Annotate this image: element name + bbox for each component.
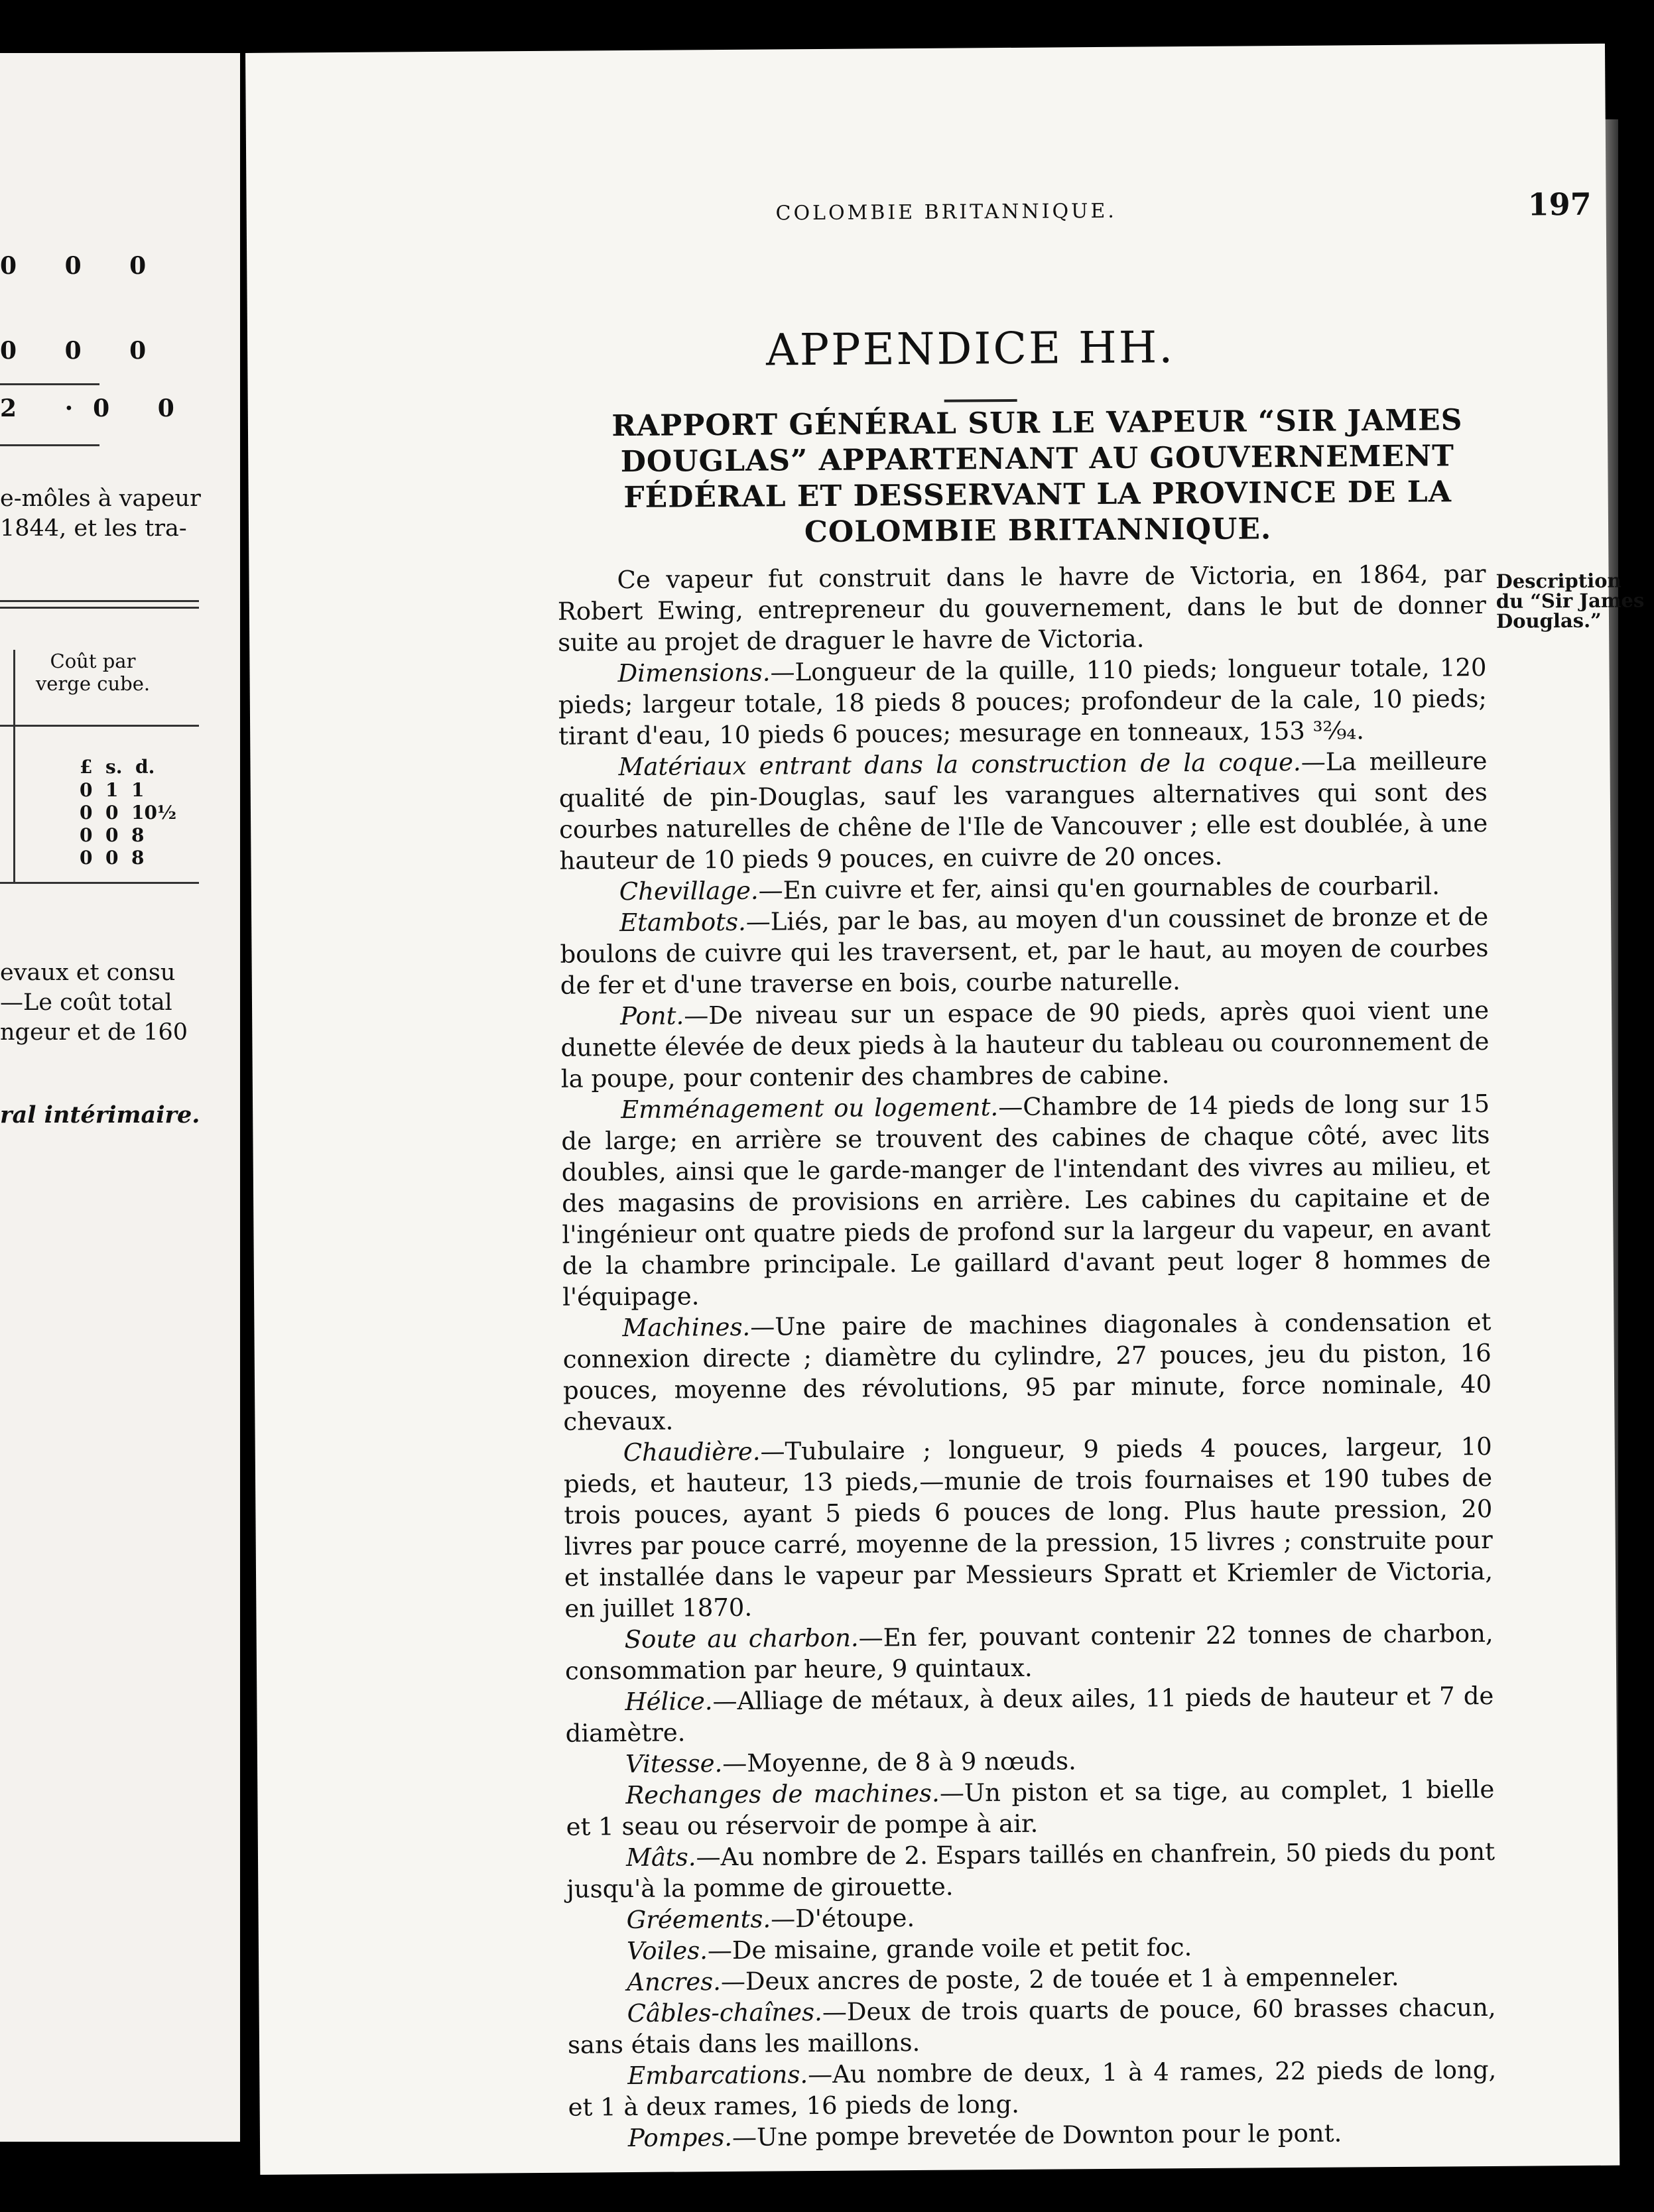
paragraph-text: —Alliage de métaux, à deux ailes, 11 pieds de hauteur et 7 de diamètre. bbox=[565, 1681, 1494, 1748]
cost-values bbox=[80, 779, 176, 869]
cost-value: 0 0 8 bbox=[80, 824, 145, 846]
left-text-line: evaux et consu bbox=[0, 959, 176, 986]
paragraph-lead: Chaudière. bbox=[623, 1437, 761, 1467]
main-page bbox=[245, 44, 1645, 2175]
paragraph-lead: Pompes. bbox=[627, 2122, 733, 2153]
paragraph-lead: Pont. bbox=[620, 1001, 684, 1031]
paragraph-text: —En cuivre et fer, ainsi qu'en gournables de courbaril. bbox=[758, 871, 1440, 905]
paragraph-text: —La meilleure qualité de pin-Douglas, sauf les varangues alternatives qui sont des courbes naturelles de chêne de l'Ile de Vancouver ; elle est doublée, à une hauteur de 10 pieds 9 pouces, en cuivre de 20 onces. bbox=[558, 746, 1488, 875]
paragraph-text: —Une paire de machines diagonales à condensation et connexion directe ; diamètre du cylindre, 27 pouces, jeu du piston, 16 pouces, moyenne des révolutions, 95 par minute, force nominale, 40 chevaux. bbox=[562, 1307, 1492, 1436]
left-text-line: 1844, et les tra- bbox=[0, 515, 187, 542]
paragraph bbox=[566, 1774, 1495, 1843]
left-footer-text: ral intérimaire. bbox=[0, 1101, 200, 1129]
left-table-rule bbox=[0, 725, 199, 727]
left-text-line: ngeur et de 160 bbox=[0, 1019, 188, 1046]
paragraph-lead: Rechanges de machines. bbox=[625, 1778, 940, 1810]
paragraph-lead: Mâts. bbox=[625, 1843, 696, 1873]
page-number: 197 bbox=[1527, 186, 1592, 223]
paragraph bbox=[568, 2117, 1497, 2154]
left-table-row: 0 0 0 bbox=[0, 252, 166, 280]
paragraph bbox=[565, 1618, 1494, 1687]
paragraph bbox=[558, 652, 1487, 752]
paragraph-lead: Embarcations. bbox=[627, 2060, 808, 2091]
paragraph-lead: Dimensions. bbox=[617, 658, 771, 688]
paragraph bbox=[558, 745, 1488, 877]
paragraph-lead: Vitesse. bbox=[625, 1749, 723, 1779]
cost-value: 0 1 1 bbox=[80, 779, 145, 801]
paragraph bbox=[560, 995, 1490, 1095]
left-table-rule bbox=[0, 444, 99, 446]
margin-note: Description du “Sir James Douglas.” bbox=[1495, 569, 1645, 633]
paragraph-text: —Liés, par le bas, au moyen d'un coussinet de bronze et de boulons de cuivre qui les traversent, et, par le haut, au moyen de courbes de fer et d'une traverse en bois, courbe naturelle. bbox=[560, 902, 1489, 1000]
paragraph-text: —Longueur de la quille, 110 pieds; longueur totale, 120 pieds; largeur totale, 18 pieds 8 pouces; profondeur de la cale, 10 pieds; tirant d'eau, 10 pieds 6 pouces; mesurage en tonneaux, 153 ³²⁄₉₄. bbox=[558, 652, 1487, 751]
paragraph-text: —Une pompe brevetée de Downton pour le pont. bbox=[732, 2119, 1342, 2152]
paragraph bbox=[567, 1992, 1496, 2061]
report-body bbox=[557, 558, 1497, 2154]
left-facing-page bbox=[0, 53, 240, 2142]
left-table-row: 2 ·0 0 bbox=[0, 395, 194, 422]
paragraph-text: —De misaine, grande voile et petit foc. bbox=[707, 1933, 1192, 1965]
paragraph-text: —Chambre de 14 pieds de long sur 15 de large; en arrière se trouvent des cabines de chaque côté, avec lits doubles, ainsi que le garde-manger de l'intendant des vivres au milieu, et des magasins de provisions en arrière. Les cabines du capitaine et de l'ingénieur ont quatre pieds de profond sur la largeur du vapeur, en avant de la chambre principale. Le gaillard d'avant peut loger 8 hommes de l'équipage. bbox=[561, 1089, 1491, 1312]
paragraph-text: —De niveau sur un espace de 90 pieds, après quoi vient une dunette élevée de deux pieds à la hauteur du tableau ou couronnement de la poupe, pour contenir des chambres de cabine. bbox=[560, 995, 1490, 1093]
cost-value: 0 0 8 bbox=[80, 847, 145, 869]
paragraph bbox=[565, 1680, 1494, 1749]
paragraph bbox=[557, 558, 1486, 658]
paragraph-text: —Au nombre de deux, 1 à 4 rames, 22 pieds de long, et 1 à deux rames, 16 pieds de long. bbox=[568, 2055, 1497, 2122]
paragraph-lead: Soute au charbon. bbox=[624, 1623, 859, 1654]
paragraph-lead: Gréements. bbox=[626, 1904, 771, 1935]
left-table-rule bbox=[0, 607, 199, 609]
paragraph-text: —En fer, pouvant contenir 22 tonnes de charbon, consommation par heure, 9 quintaux. bbox=[564, 1619, 1494, 1686]
paragraph-text: Ce vapeur fut construit dans le havre de Victoria, en 1864, par Robert Ewing, entrepreneur du gouvernement, dans le but de donner suite au projet de draguer le havre de Victoria. bbox=[557, 559, 1487, 657]
paragraph-text: —Tubulaire ; longueur, 9 pieds 4 pouces, largeur, 10 pieds, et hauteur, 13 pieds,—munie de trois fournaises et 190 tubes de trois pouces, ayant 5 pieds 6 pouces de long. Plus haute pression, 20 livres par pouce carré, moyenne de la pression, 15 livres ; construite pour et installée dans le vapeur par Messieurs Spratt et Kriemler de Victoria, en juillet 1870. bbox=[563, 1432, 1494, 1623]
left-text-line: —Le coût total bbox=[0, 989, 172, 1016]
paragraph-lead: Chevillage. bbox=[619, 876, 759, 906]
paragraph-lead: Matériaux entrant dans la construction de la coque. bbox=[618, 747, 1301, 782]
appendix-title: APPENDICE HH. bbox=[765, 322, 1175, 376]
paragraph-lead: Emménagement ou logement. bbox=[620, 1093, 999, 1125]
left-table-row: 0 0 0 bbox=[0, 337, 166, 365]
paragraph-lead: Machines. bbox=[622, 1312, 751, 1343]
running-head: COLOMBIE BRITANNIQUE. bbox=[775, 199, 1117, 225]
paragraph-lead: Voiles. bbox=[626, 1936, 708, 1966]
title-rule bbox=[944, 399, 1017, 402]
currency-header: £ s. d. bbox=[80, 756, 155, 778]
cost-value: 0 0 10½ bbox=[80, 802, 177, 824]
cost-column-header: Coût par verge cube. bbox=[35, 650, 151, 695]
paragraph-text: —Deux de trois quarts de pouce, 60 brasses chacun, sans étais dans les maillons. bbox=[567, 1993, 1496, 2059]
left-column-rule bbox=[13, 650, 15, 882]
paragraph-lead: Ancres. bbox=[627, 1967, 722, 1997]
paragraph-lead: Etambots. bbox=[619, 907, 746, 938]
paragraph-lead: Câbles-chaînes. bbox=[627, 1997, 823, 2028]
paragraph bbox=[561, 1088, 1491, 1313]
paragraph bbox=[560, 901, 1489, 1001]
paragraph bbox=[564, 1431, 1494, 1625]
paragraph bbox=[566, 1836, 1495, 1905]
paragraph-text: —Moyenne, de 8 à 9 nœuds. bbox=[722, 1747, 1076, 1778]
left-table-rule bbox=[0, 882, 199, 884]
paragraph bbox=[568, 2054, 1497, 2123]
left-text-line: e-môles à vapeur bbox=[0, 485, 201, 512]
left-table-rule bbox=[0, 383, 99, 385]
paragraph-text: —Deux ancres de poste, 2 de touée et 1 à empenneler. bbox=[720, 1962, 1399, 1997]
left-table-rule bbox=[0, 600, 199, 602]
paragraph-text: —Un piston et sa tige, au complet, 1 bielle et 1 seau ou réservoir de pompe à air. bbox=[566, 1774, 1495, 1841]
paragraph-text: —Au nombre de 2. Espars taillés en chanfrein, 50 pieds du pont jusqu'à la pomme de girouette. bbox=[566, 1837, 1495, 1904]
paragraph-text: —D'étoupe. bbox=[770, 1904, 915, 1934]
paragraph-lead: Hélice. bbox=[625, 1687, 713, 1717]
report-title: RAPPORT GÉNÉRAL SUR LE VAPEUR “SIR JAMES DOUGLAS” APPARTENANT AU GOUVERNEMENT FÉDÉRAL ET DESSERVANT LA PROVINCE DE LA COLOMBIE BRITANNIQUE. bbox=[611, 403, 1463, 550]
paragraph bbox=[562, 1306, 1492, 1438]
